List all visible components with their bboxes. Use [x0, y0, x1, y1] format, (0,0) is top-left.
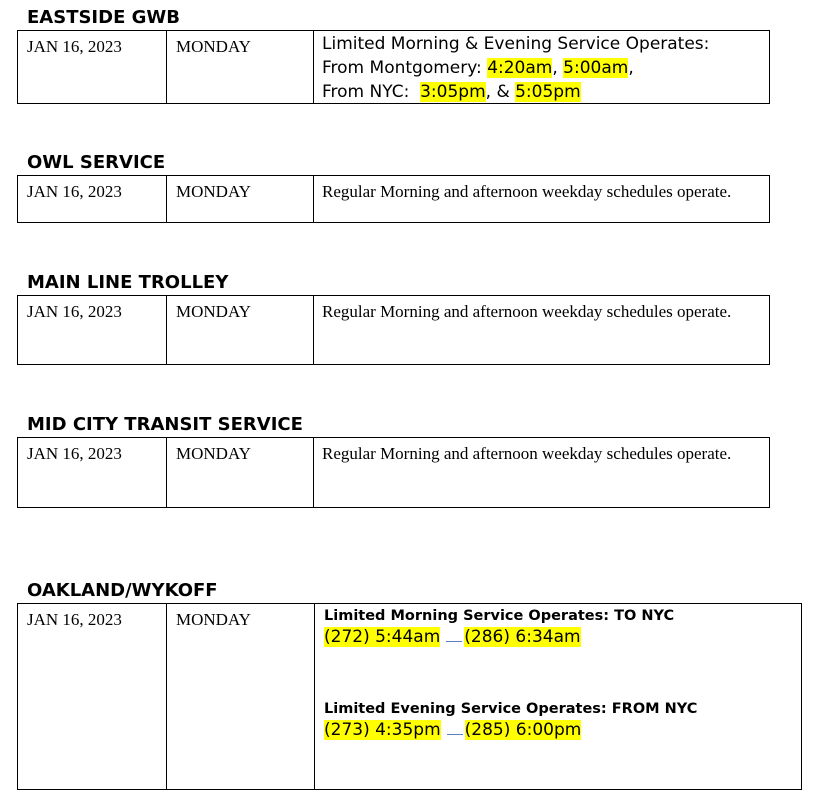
detail-cell — [313, 176, 769, 222]
underline-gap — [446, 629, 462, 642]
evening-times — [324, 718, 697, 742]
schedule-table-oakland-wykoff — [17, 603, 802, 790]
schedule-table-mid-city-transit — [17, 437, 770, 508]
time-highlight: (272) 5:44am — [324, 627, 441, 647]
time-highlight: 5:00am — [563, 58, 629, 78]
time-highlight: (286) 6:34am — [464, 627, 581, 647]
day-text: MONDAY — [176, 610, 251, 629]
detail-cell — [313, 296, 769, 364]
time-highlight: 4:20am — [487, 58, 553, 78]
morning-heading: Limited Morning Service Operates: TO NYC — [324, 608, 675, 624]
detail-line-2 — [322, 56, 763, 80]
morning-times — [324, 625, 674, 649]
detail-text: Regular Morning and afternoon weekday schedules operate. — [322, 182, 732, 201]
day-text: MONDAY — [176, 444, 251, 463]
section-title-oakland-wykoff: OAKLAND/WYKOFF — [27, 580, 218, 601]
date-cell — [18, 438, 166, 507]
detail-text: Regular Morning and afternoon weekday schedules operate. — [322, 302, 732, 321]
day-cell — [166, 296, 313, 364]
separator: , & — [485, 82, 516, 102]
date-text: JAN 16, 2023 — [27, 182, 122, 201]
date-text: JAN 16, 2023 — [27, 37, 122, 56]
time-highlight: (273) 4:35pm — [324, 720, 441, 740]
separator: , — [628, 58, 634, 78]
detail-line-3 — [322, 80, 763, 104]
day-cell — [166, 31, 313, 103]
detail-line-1: Limited Morning & Evening Service Operates: — [322, 34, 710, 54]
schedule-table-eastside-gwb — [17, 30, 770, 104]
day-cell — [166, 604, 314, 789]
day-cell — [166, 176, 313, 222]
date-cell — [18, 176, 166, 222]
date-text: JAN 16, 2023 — [27, 302, 122, 321]
detail-text: Regular Morning and afternoon weekday schedules operate. — [322, 444, 732, 463]
detail-cell — [313, 438, 769, 507]
day-text: MONDAY — [176, 302, 251, 321]
from-nyc-label: From NYC: — [322, 82, 421, 102]
section-title-main-line-trolley: MAIN LINE TROLLEY — [27, 272, 229, 293]
detail-cell — [314, 604, 801, 789]
section-title-eastside-gwb: EASTSIDE GWB — [27, 7, 180, 28]
separator: , — [552, 58, 564, 78]
morning-service-block — [324, 607, 674, 649]
evening-service-block — [324, 700, 697, 742]
detail-cell — [313, 31, 769, 103]
time-highlight: 5:05pm — [515, 82, 581, 102]
section-title-mid-city-transit: MID CITY TRANSIT SERVICE — [27, 414, 303, 435]
date-cell — [18, 31, 166, 103]
section-title-owl-service: OWL SERVICE — [27, 152, 166, 173]
date-text: JAN 16, 2023 — [27, 610, 122, 629]
evening-heading: Limited Evening Service Operates: FROM NYC — [324, 701, 698, 717]
time-highlight: (285) 6:00pm — [464, 720, 582, 740]
day-cell — [166, 438, 313, 507]
schedule-table-main-line-trolley — [17, 295, 770, 365]
time-highlight: 3:05pm — [420, 82, 486, 102]
schedule-table-owl-service — [17, 175, 770, 223]
date-text: JAN 16, 2023 — [27, 444, 122, 463]
detail-text — [322, 32, 763, 104]
date-cell — [18, 296, 166, 364]
from-montgomery-label: From Montgomery: — [322, 58, 488, 78]
date-cell — [18, 604, 166, 789]
day-text: MONDAY — [176, 182, 251, 201]
underline-gap — [447, 722, 463, 735]
day-text: MONDAY — [176, 37, 251, 56]
